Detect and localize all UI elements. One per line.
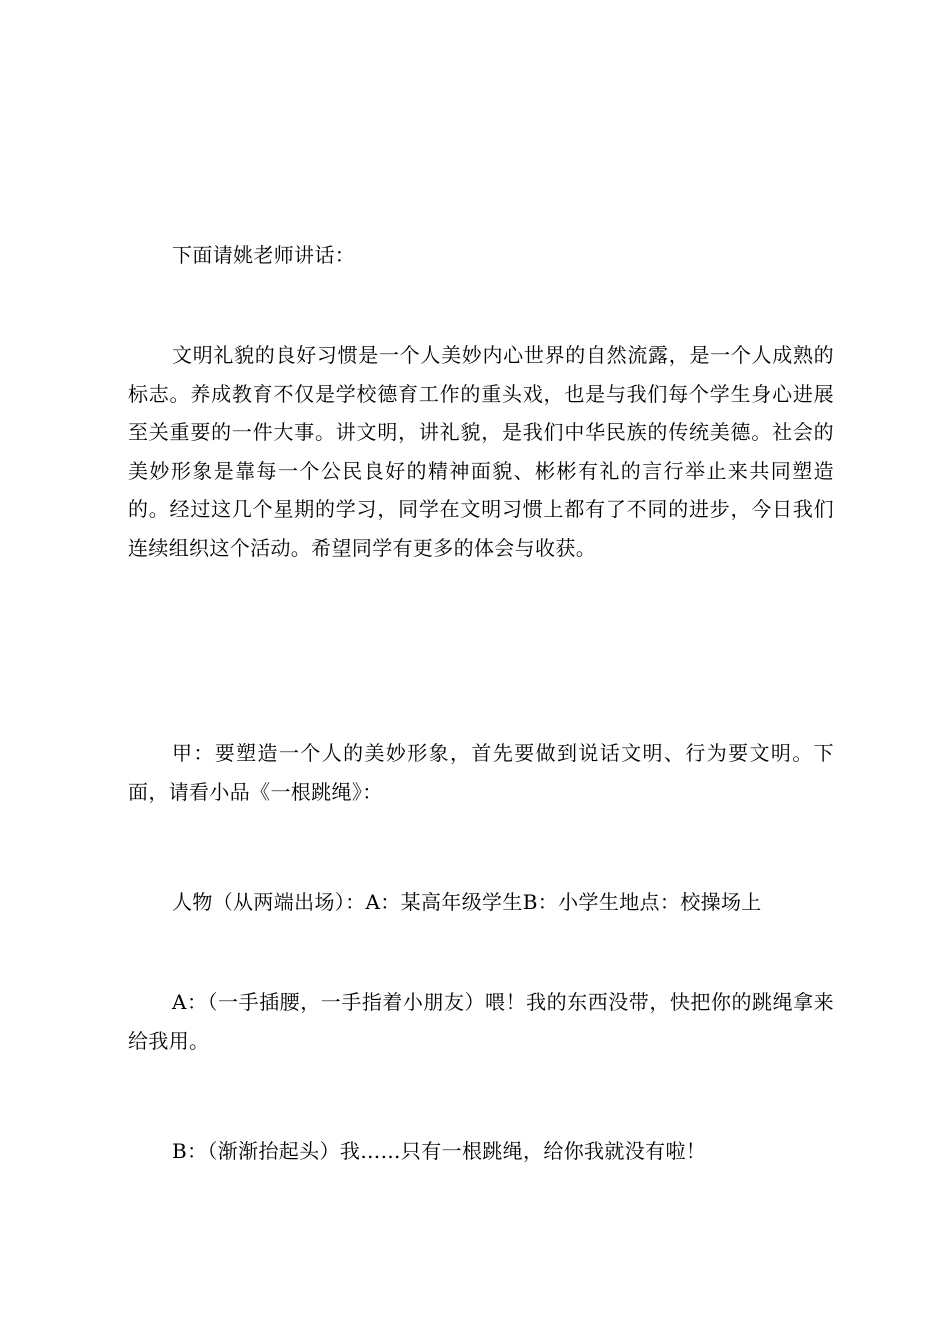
dialogue-b-paragraph: B：（渐渐抬起头）我……只有一根跳绳，给你我就没有啦！ xyxy=(172,1139,707,1163)
characters-paragraph: 人物（从两端出场）：A：某高年级学生B：小学生地点：校操场上 xyxy=(172,890,762,914)
dialogue-a-paragraph: A：（一手插腰，一手指着小朋友）喂！我的东西没带，快把你的跳绳拿来给我用。 xyxy=(128,990,834,1053)
intro-paragraph: 下面请姚老师讲话： xyxy=(172,243,356,267)
speech-paragraph: 文明礼貌的良好习惯是一个人美妙内心世界的自然流露，是一个人成熟的标志。养成教育不仅是学校德育工作的重头戏，也是与我们每个学生身心进展至关重要的一件大事。讲文明，讲礼貌，是我们中华民族的传统美德。社会的美妙形象是靠每一个公民良好的精神面貌、彬彬有礼的言行举止来共同塑造的。经过这几个星期的学习，同学在文明习惯上都有了不同的进步，今日我们连续组织这个活动。希望同学有更多的体会与收获。 xyxy=(128,343,834,560)
narrator-paragraph: 甲：要塑造一个人的美妙形象，首先要做到说话文明、行为要文明。下面，请看小品《一根跳绳》： xyxy=(128,741,834,804)
